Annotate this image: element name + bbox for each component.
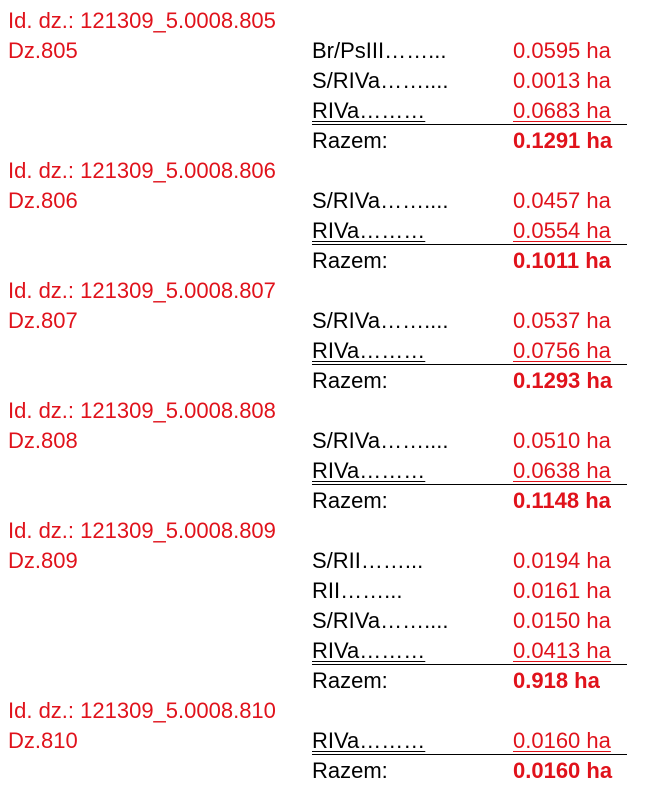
land-class-label: S/RIVa…….... (312, 188, 449, 213)
parcel-block (0, 396, 656, 516)
total-area: 0.918 ha (513, 668, 600, 693)
land-class-label: RIVa……… (312, 458, 426, 483)
land-class-row (0, 96, 656, 126)
total-area: 0.1148 ha (513, 488, 611, 513)
land-class-label: RIVa……… (312, 338, 426, 363)
land-class-row (0, 576, 656, 606)
land-class-area: 0.0194 ha (513, 548, 611, 573)
land-class-row (0, 606, 656, 636)
land-class-row (0, 216, 656, 246)
total-row (0, 366, 656, 396)
land-class-label: S/RII……... (312, 548, 424, 573)
total-label: Razem: (312, 368, 388, 393)
total-area: 0.1293 ha (513, 368, 613, 393)
land-class-area: 0.0756 ha (513, 338, 611, 363)
parcel-id-line: Id. dz.: 121309_5.0008.805 (8, 8, 276, 33)
total-row (0, 756, 656, 786)
land-class-label: RIVa……… (312, 638, 426, 663)
land-class-area: 0.0413 ha (513, 638, 611, 663)
parcel-block (0, 516, 656, 696)
total-area: 0.1291 ha (513, 128, 613, 153)
parcel-block (0, 156, 656, 276)
parcel-id-line: Id. dz.: 121309_5.0008.806 (8, 158, 276, 183)
land-class-area: 0.0013 ha (513, 68, 611, 93)
land-class-area: 0.0537 ha (513, 308, 611, 333)
land-class-label: RIVa……… (312, 728, 426, 753)
parcel-number: Dz.808 (8, 428, 78, 453)
parcel-id-line: Id. dz.: 121309_5.0008.808 (8, 398, 276, 423)
parcel-block (0, 6, 656, 156)
land-class-area: 0.0161 ha (513, 578, 611, 603)
total-area: 0.0160 ha (513, 758, 613, 783)
parcel-block (0, 276, 656, 396)
land-class-label: S/RIVa…….... (312, 608, 449, 633)
land-class-row (0, 336, 656, 366)
land-class-row (0, 306, 656, 336)
land-class-area: 0.0638 ha (513, 458, 611, 483)
land-class-area: 0.0160 ha (513, 728, 611, 753)
total-row (0, 666, 656, 696)
parcel-number: Dz.806 (8, 188, 78, 213)
land-class-row (0, 36, 656, 66)
total-label: Razem: (312, 668, 388, 693)
parcel-id-line: Id. dz.: 121309_5.0008.810 (8, 698, 276, 723)
land-class-label: S/RIVa…….... (312, 68, 449, 93)
parcel-number: Dz.809 (8, 548, 78, 573)
land-class-row (0, 66, 656, 96)
total-label: Razem: (312, 248, 388, 273)
land-class-row (0, 456, 656, 486)
total-row (0, 126, 656, 156)
land-class-area: 0.0150 ha (513, 608, 611, 633)
land-class-row (0, 186, 656, 216)
land-class-row (0, 726, 656, 756)
land-class-label: S/RIVa…….... (312, 308, 449, 333)
parcel-id-line: Id. dz.: 121309_5.0008.809 (8, 518, 276, 543)
land-class-area: 0.0457 ha (513, 188, 611, 213)
land-class-row (0, 426, 656, 456)
parcel-list (0, 6, 656, 786)
land-class-row (0, 636, 656, 666)
parcel-block (0, 696, 656, 786)
land-class-area: 0.0595 ha (513, 38, 611, 63)
parcel-number: Dz.810 (8, 728, 78, 753)
parcel-number: Dz.807 (8, 308, 78, 333)
parcel-id-line: Id. dz.: 121309_5.0008.807 (8, 278, 276, 303)
land-class-label: RII……... (312, 578, 403, 603)
land-class-label: RIVa……… (312, 218, 426, 243)
land-class-area: 0.0510 ha (513, 428, 611, 453)
land-class-label: RIVa……… (312, 98, 426, 123)
land-class-label: S/RIVa…….... (312, 428, 449, 453)
land-class-area: 0.0683 ha (513, 98, 611, 123)
total-row (0, 486, 656, 516)
land-class-area: 0.0554 ha (513, 218, 611, 243)
total-area: 0.1011 ha (513, 248, 611, 273)
total-label: Razem: (312, 488, 388, 513)
total-label: Razem: (312, 128, 388, 153)
total-label: Razem: (312, 758, 388, 783)
total-row (0, 246, 656, 276)
parcel-number: Dz.805 (8, 38, 78, 63)
land-class-label: Br/PsIII……... (312, 38, 447, 63)
land-class-row (0, 546, 656, 576)
